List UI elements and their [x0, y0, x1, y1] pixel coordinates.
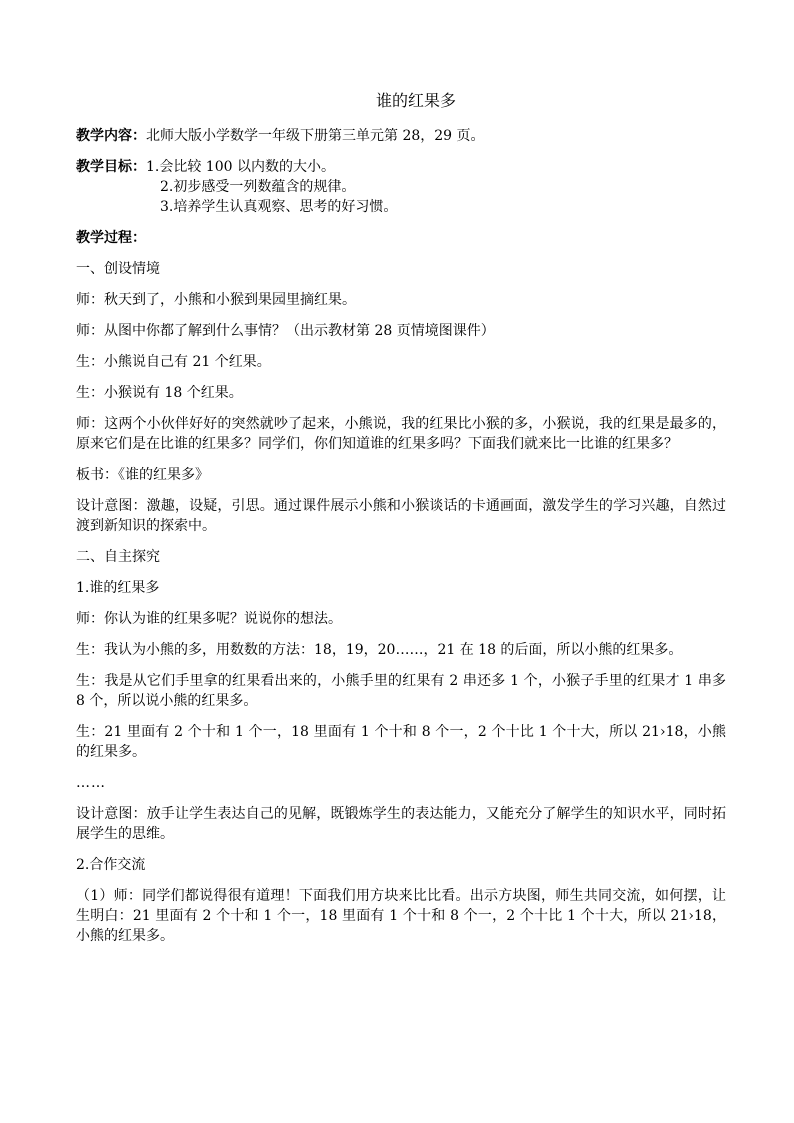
- goal-item-3: 3.培养学生认真观察、思考的好习惯。: [160, 199, 398, 215]
- teaching-goals-label: 教学目标：: [76, 159, 146, 175]
- teaching-content-text: 北师大版小学数学一年级下册第三单元第 28，29 页。: [146, 128, 485, 144]
- goal-item-1: 1.会比较 100 以内数的大小。: [146, 159, 335, 175]
- s2-line-4: 生：21 里面有 2 个十和 1 个一，18 里面有 1 个十和 8 个一，2 个十比 1 个十大，所以 21›18，小熊的红果多。: [76, 724, 726, 760]
- document-body: [76, 90, 726, 957]
- teaching-content-label: 教学内容：: [76, 128, 146, 144]
- s1-line-4: 生：小猴说有 18 个红果。: [76, 385, 243, 401]
- teaching-goals: [76, 157, 726, 177]
- s1-design-intent: 设计意图：激趣，设疑，引思。通过课件展示小熊和小猴谈话的卡通画面，激发学生的学习兴趣，自然过渡到新知识的探索中。: [76, 498, 726, 534]
- document-title: 谁的红果多: [375, 91, 456, 110]
- s2-line-2: 生：我认为小熊的多，用数数的方法：18，19，20……，21 在 18 的后面，所以小熊的红果多。: [76, 642, 683, 658]
- section-2-sub-1: 1.谁的红果多: [76, 580, 160, 596]
- s1-line-3: 生：小熊说自己有 21 个红果。: [76, 354, 271, 370]
- section-2-sub-2: 2.合作交流: [76, 857, 146, 873]
- s2-line-3: 生：我是从它们手里拿的红果看出来的，小熊手里的红果有 2 串还多 1 个，小猴子手里的红果才 1 串多 8 个，所以说小熊的红果多。: [76, 673, 726, 709]
- s1-line-5: 师：这两个小伙伴好好的突然就吵了起来，小熊说，我的红果比小猴的多，小猴说，我的红果是最多的，原来它们是在比谁的红果多？同学们，你们知道谁的红果多吗？下面我们就来比一比谁的红果多？: [76, 416, 726, 452]
- s2-collab-line: （1）师：同学们都说得很有道理！下面我们用方块来比比看。出示方块图，师生共同交流，如何摆，让生明白：21 里面有 2 个十和 1 个一，18 里面有 1 个十和 8 个一，2 个十比 1 个十大，所以 21›18，小熊的红果多。: [76, 888, 726, 944]
- teaching-content: [76, 126, 726, 146]
- s1-line-2: 师：从图中你都了解到什么事情？（出示教材第 28 页情境图课件）: [76, 323, 495, 339]
- s2-line-1: 师：你认为谁的红果多呢？说说你的想法。: [76, 611, 342, 627]
- s1-line-6: 板书：《谁的红果多》: [76, 467, 209, 483]
- s2-design-intent: 设计意图：放手让学生表达自己的见解，既锻炼学生的表达能力，又能充分了解学生的知识水平，同时拓展学生的思维。: [76, 806, 726, 842]
- s2-ellipsis: ……: [76, 775, 106, 791]
- s1-line-1: 师：秋天到了，小熊和小猴到果园里摘红果。: [76, 292, 356, 308]
- section-2-heading: 二、自主探究: [76, 549, 160, 565]
- teaching-process-label: 教学过程：: [76, 230, 146, 246]
- section-1-heading: 一、创设情境: [76, 261, 160, 277]
- goal-item-2: 2.初步感受一列数蕴含的规律。: [160, 179, 356, 195]
